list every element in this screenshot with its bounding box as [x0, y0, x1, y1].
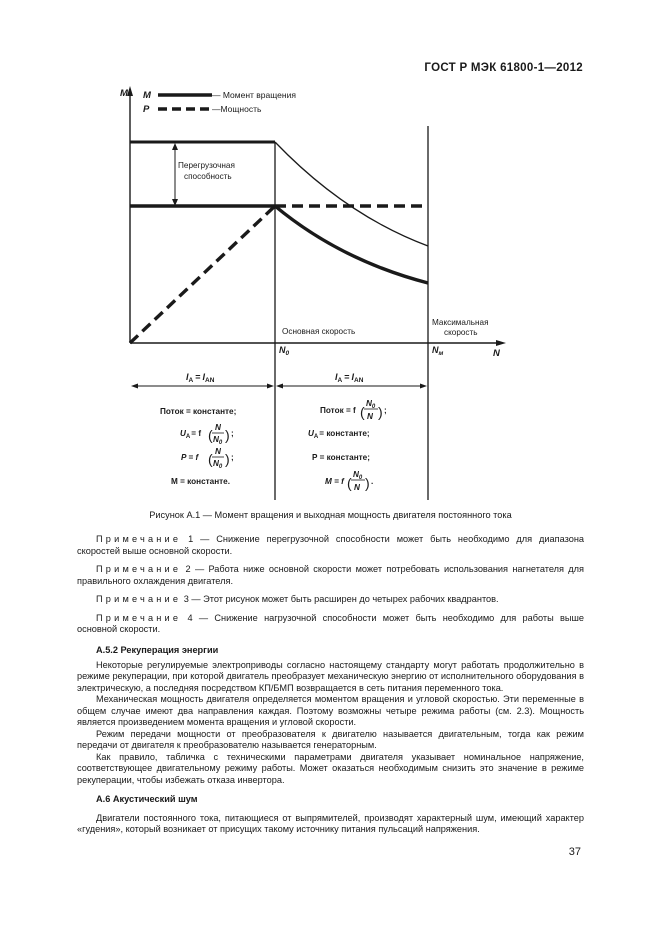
n0-label: $N_0$ [279, 345, 290, 357]
legend-m-label: — Момент вращения [212, 90, 296, 100]
left-power-semicolon: ; [231, 453, 234, 462]
section-a52 [77, 645, 584, 836]
current-arrow-left-head-r [267, 384, 274, 389]
left-power-paren-l: ( [208, 451, 213, 467]
left-voltage-frac-num: N [215, 423, 221, 432]
left-voltage-formula: $U_A= f$ [180, 429, 202, 440]
y-axis-label: M [120, 88, 128, 99]
section-a52-para-1: Некоторые регулируемые электроприводы согласно настоящему стандарту могут работать продолжительно в режиме рекуперации, при которой двигатель преобразует механическую энергию от исполнительного оборудования в электрическую, а последняя посредством КП/БМП возвращается в сеть питания переменного тока. [77, 659, 584, 693]
section-a52-para-3: Режим передачи мощности от преобразователя к двигателю называется двигательным, тогда как режим передачи от двигателя к преобразователю называется генераторным. [77, 728, 584, 750]
left-voltage-semicolon: ; [231, 429, 234, 438]
legend-p-label: —Мощность [212, 104, 262, 114]
right-torque-formula: M = f [325, 477, 344, 486]
right-flux-frac-num: $N_0$ [366, 399, 376, 410]
current-arrow-left-head-l [131, 384, 138, 389]
left-voltage-paren-l: ( [208, 427, 213, 443]
right-torque-frac-den: N [354, 483, 360, 492]
left-torque-formula: M = константе. [171, 477, 230, 486]
right-flux-frac-den: N [367, 412, 373, 421]
right-region-formulas [308, 399, 387, 492]
right-voltage-formula: $U_A=$ константе; [308, 429, 370, 440]
left-power-formula: P = f [181, 453, 199, 462]
left-region-formulas [160, 407, 236, 486]
rated-torque-curve [275, 206, 428, 283]
left-voltage-paren-r: ) [225, 427, 230, 443]
right-torque-paren-l: ( [347, 475, 352, 491]
overload-label-2: способность [184, 172, 232, 181]
right-flux-paren-l: ( [360, 404, 365, 420]
left-power-frac-den: $N_0$ [213, 459, 223, 470]
left-power-paren-r: ) [225, 451, 230, 467]
overload-torque-curve [275, 142, 428, 246]
right-torque-frac-num: $N_0$ [353, 470, 363, 481]
overload-label-1: Перегрузочная [178, 161, 235, 170]
legend-p-symbol: P [143, 104, 150, 115]
right-flux-semicolon: ; [384, 406, 387, 415]
section-a6-para-1: Двигатели постоянного тока, питающиеся от выпрямителей, производят характерный шум, имеющий характер «гудения», который возникает от присущих такому источнику питания пульсаций напряжения. [77, 812, 584, 834]
note-3: Примечание 3 — Этот рисунок может быть расширен до четырех рабочих квадрантов. [96, 594, 499, 604]
base-speed-label: Основная скорость [282, 327, 356, 336]
left-power-frac-num: N [215, 447, 221, 456]
current-label-left: $I_A = I_{AN}$ [186, 372, 215, 384]
current-arrow-right-head-l [276, 384, 283, 389]
power-ramp-line [130, 206, 275, 343]
section-a52-para-4: Как правило, табличка с техническими параметрами двигателя указывает номинальное напряжение, соответствующее двигательному режиму работы. Может оказаться необходимым снизить это значение в режиме рекуперации, чтобы избежать отказа инвертора. [77, 751, 584, 785]
left-voltage-frac-den: $N_0$ [213, 435, 223, 446]
left-flux-formula: Поток = константе; [160, 407, 237, 416]
current-label-right: $I_A = I_{AN}$ [335, 372, 364, 384]
right-flux-paren-r: ) [378, 404, 383, 420]
overload-arrow-head-up [172, 143, 178, 150]
note-2: Примечание 2 — Работа ниже основной скорости может потребовать использования нагнетателя для правильного охлаждения двигателя. [77, 564, 584, 586]
document-header: ГОСТ Р МЭК 61800-1—2012 [424, 62, 583, 74]
right-flux-formula: Поток = f [320, 406, 356, 415]
legend-m-symbol: M [143, 90, 151, 101]
right-torque-paren-r: ) [365, 475, 370, 491]
max-speed-label-2: скорость [444, 328, 478, 337]
max-speed-label-1: Максимальная [432, 318, 489, 327]
nm-label: $N_м$ [432, 345, 444, 357]
x-axis-label: N [493, 348, 500, 359]
right-torque-period: . [371, 477, 374, 486]
page-number: 37 [568, 846, 581, 858]
section-a6-heading: А.6 Акустический шум [96, 794, 198, 804]
note-4: Примечание 4 — Снижение нагрузочной способности может быть необходимо для работы выше основной скорости. [77, 612, 584, 634]
right-power-formula: P = константе; [312, 453, 370, 462]
section-a52-heading: А.5.2 Рекуперация энергии [96, 645, 219, 655]
x-axis-arrow [496, 340, 506, 346]
notes-block [77, 534, 584, 643]
figure-caption: Рисунок А.1 — Момент вращения и выходная мощность двигателя постоянного тока [149, 510, 512, 520]
note-1: Примечание 1 — Снижение перегрузочной способности может быть необходимо для диапазона скоростей выше основной скорости. [77, 534, 584, 556]
current-arrow-right-head-r [420, 384, 427, 389]
section-a52-para-2: Механическая мощность двигателя определяется моментом вращения и угловой скоростью. Эти переменные в общем случае имеют два направления каждая. Поэтому возможны четыре режима работы (см. 2.3). Мощность является произведением момента вращения и угловой скорости. [77, 694, 584, 727]
